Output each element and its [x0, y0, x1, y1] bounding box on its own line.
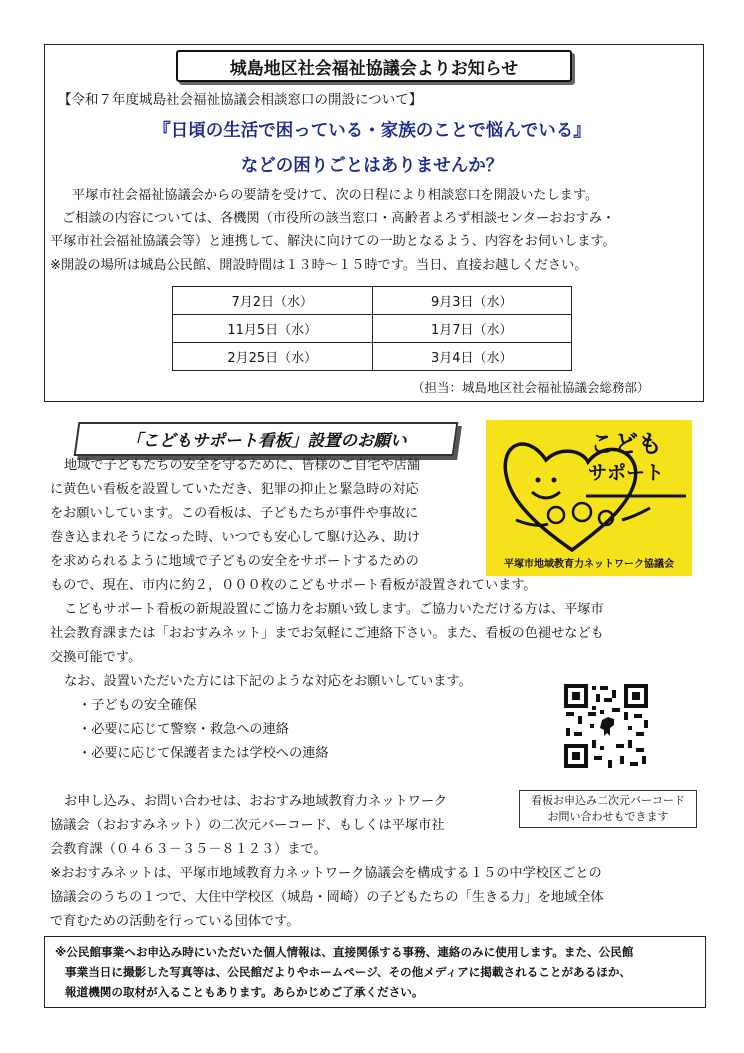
- apply-line: お申し込み、お問い合わせは、おおすみ地域教育力ネットワーク: [64, 794, 448, 809]
- schedule-date: 11月5日（水）: [173, 315, 373, 343]
- kodomo-line: に黄色い看板を設置していただき、犯罪の抑止と緊急時の対応: [50, 482, 419, 497]
- schedule-date: 7月2日（水）: [173, 287, 373, 315]
- kodomo-line: 巻き込まれそうになった時、いつでも安心して駆け込み、助け: [50, 530, 421, 545]
- apply-line: 協議会のうちの１つで、大住中学校区（城島・岡崎）の子どもたちの「生きる力」を地域全体: [50, 890, 604, 905]
- schedule-date: 1月7日（水）: [372, 315, 572, 343]
- schedule-date: 3月4日（水）: [372, 343, 572, 371]
- privacy-footnote: [44, 936, 706, 1008]
- kodomo-line: もので、現在、市内に約２，０００枚のこどもサポート看板が設置されています。: [50, 578, 537, 593]
- qr-caption: [519, 790, 697, 828]
- contact-person: （担当：城島地区社会福祉協議会総務部）: [412, 380, 650, 395]
- bullet-item: ・必要に応じて保護者または学校への連絡: [78, 746, 329, 761]
- table-row: [173, 343, 572, 371]
- kodomo-line: をお願いしています。この看板は、子どもたちが事件や事故に: [50, 506, 419, 521]
- headline-1: 『日頃の生活で困っている・家族のことで悩んでいる』: [153, 121, 591, 141]
- kodomo-line: 地域で子どもたちの安全を守るために、皆様のご自宅や店舗: [64, 458, 421, 473]
- apply-line: で育むための活動を行っている団体です。: [50, 914, 300, 929]
- logo-caption: 平塚市地域教育力ネットワーク協議会: [504, 559, 674, 570]
- notice-line-1: 平塚市社会福祉協議会からの要請を受けて、次の日程により相談窓口を開設いたします。: [72, 188, 599, 203]
- kodomo-line: こどもサポート看板の新規設置にご協力をお願い致します。ご協力いただける方は、平塚市: [64, 602, 604, 617]
- kodomo-line: 交換可能です。: [50, 650, 142, 665]
- bullet-item: ・子どもの安全確保: [78, 698, 197, 713]
- logo-text-support: サポート: [588, 462, 665, 484]
- apply-line: 会教育課（０４６３－３５－８１２３）まで。: [50, 842, 327, 857]
- logo-text-kodomo: こども: [590, 430, 662, 458]
- footnote-line: ※公民館事業へお申込み時にいただいた個人情報は、直接関係する事務、連絡のみに使用します。また、公民館: [55, 945, 634, 959]
- kodomo-support-title-text: 「こどもサポート看板」設置のお願い: [125, 431, 407, 450]
- kodomo-support-title: [74, 422, 459, 456]
- bullet-item: ・必要に応じて警察・救急への連絡: [78, 722, 289, 737]
- notice-line-2: ご相談の内容については、各機関（市役所の該当窓口・高齢者よろず相談センターおおすみ・: [62, 211, 616, 226]
- qr-caption-line: 看板お申込み二次元バーコード: [531, 794, 685, 807]
- footnote-line: 報道機関の取材が入ることもあります。あらかじめご了承ください。: [65, 985, 424, 999]
- apply-line: 協議会（おおすみネット）の二次元バーコード、もしくは平塚市社: [50, 818, 445, 833]
- kodomo-line: を求められるように地域で子どもの安全をサポートするための: [50, 554, 419, 569]
- welfare-notice-title: 城島地区社会福祉協議会よりお知らせ: [176, 50, 572, 82]
- notice-line-3: 平塚市社会福祉協議会等）と連携して、解決に向けての一助となるよう、内容をお伺いします。: [50, 234, 616, 249]
- table-row: [173, 287, 572, 315]
- table-row: [173, 315, 572, 343]
- apply-line: ※おおすみネットは、平塚市地域教育力ネットワーク協議会を構成する１５の中学校区ごとの: [50, 866, 602, 881]
- kodomo-line: なお、設置いただいた方には下記のような対応をお願いしています。: [64, 674, 472, 689]
- notice-line-4: ※開設の場所は城島公民館、開設時間は１３時～１５時です。当日、直接お越しください。: [50, 258, 588, 273]
- schedule-date: 2月25日（水）: [173, 343, 373, 371]
- qr-code[interactable]: [562, 682, 650, 770]
- schedule-date: 9月3日（水）: [372, 287, 572, 315]
- qr-code-icon: [562, 682, 650, 770]
- welfare-notice-subtitle: 【令和７年度城島社会福祉協議会相談窓口の開設について】: [58, 92, 423, 108]
- footnote-line: 事業当日に撮影した写真等は、公民館だよりやホームページ、その他メディアに掲載されることがあるほか、: [65, 965, 632, 979]
- qr-caption-line: お問い合わせもできます: [547, 810, 669, 823]
- schedule-table: [172, 286, 572, 371]
- kodomo-line: 社会教育課または「おおすみネット」までお気軽にご連絡下さい。また、看板の色褪せなども: [50, 626, 604, 641]
- headline-2: などの困りごとはありませんか？: [240, 156, 504, 176]
